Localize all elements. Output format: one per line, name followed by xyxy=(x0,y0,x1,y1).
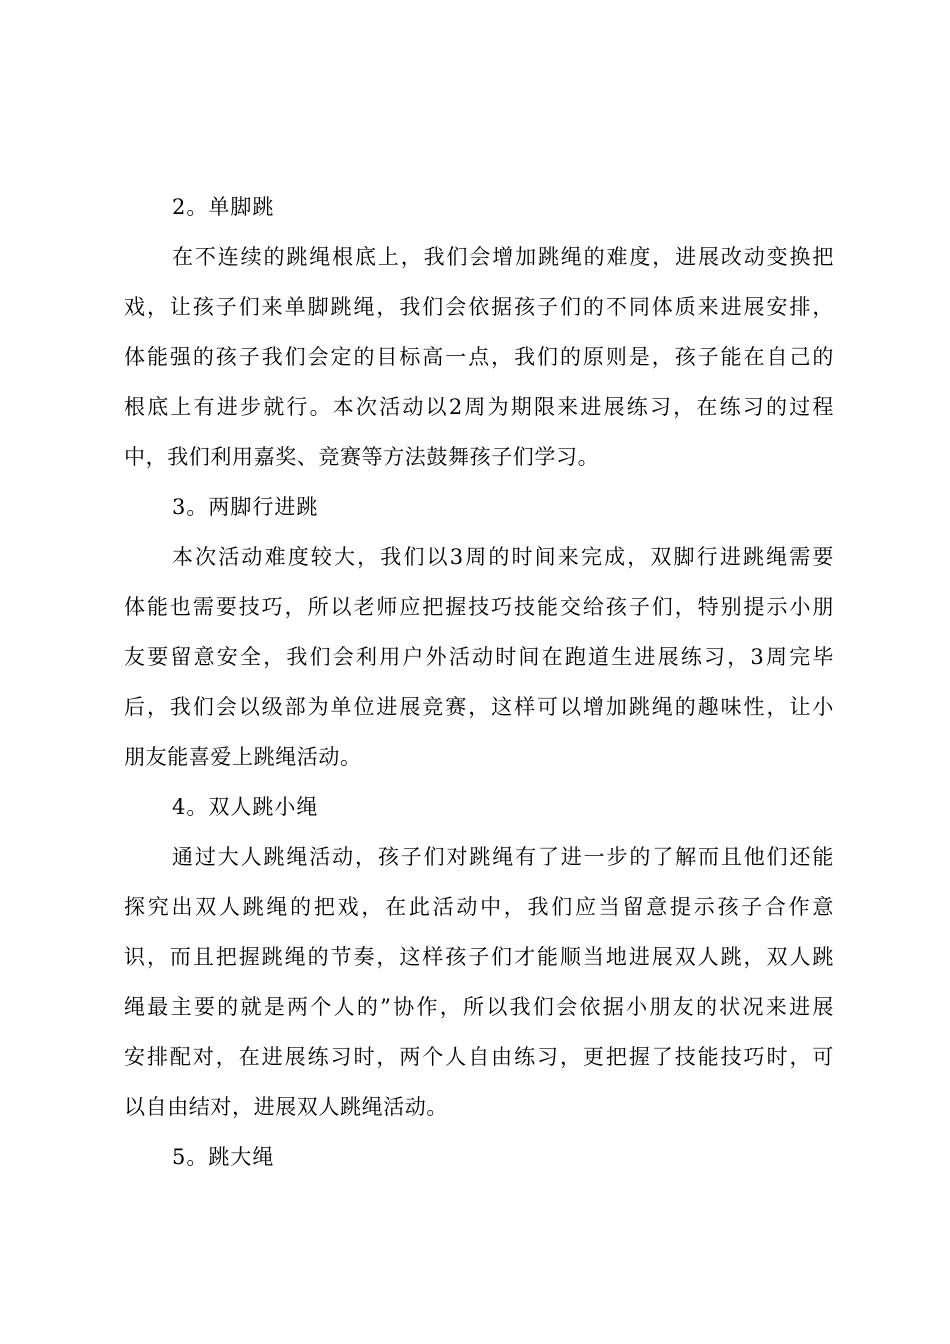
paragraph-line: 在不连续的跳绳根底上，我们会增加跳绳的难度，进展改动变换把 xyxy=(172,245,834,269)
paragraph-line: 友要留意安全，我们会利用户外活动时间在跑道生进展练习，3周完毕 xyxy=(124,645,834,669)
paragraph-line: 戏，让孩子们来单脚跳绳，我们会依据孩子们的不同体质来进展安排， xyxy=(124,295,834,319)
section-heading-two-feet-forward-jump: 3。两脚行进跳 xyxy=(172,495,319,519)
paragraph-line: 本次活动难度较大，我们以3周的时间来完成，双脚行进跳绳需要 xyxy=(172,545,834,569)
document-body xyxy=(124,182,834,1182)
paragraph-line: 后，我们会以级部为单位进展竞赛，这样可以增加跳绳的趣味性，让小 xyxy=(124,695,834,719)
paragraph-line: 安排配对，在进展练习时，两个人自由练习，更把握了技能技巧时，可 xyxy=(124,1045,834,1069)
paragraph-line: 朋友能喜爱上跳绳活动。 xyxy=(124,745,362,769)
section-heading-long-rope-jump: 5。跳大绳 xyxy=(172,1145,275,1169)
section-paragraph-double-jump-rope xyxy=(124,832,834,1132)
section-paragraph-single-leg-jump xyxy=(124,232,834,482)
paragraph-line: 体能强的孩子我们会定的目标高一点，我们的原则是，孩子能在自己的 xyxy=(124,345,834,369)
paragraph-line: 识，而且把握跳绳的节奏，这样孩子们才能顺当地进展双人跳，双人跳 xyxy=(124,945,834,969)
section-paragraph-two-feet-forward-jump xyxy=(124,532,834,782)
paragraph-line: 通过大人跳绳活动，孩子们对跳绳有了进一步的了解而且他们还能 xyxy=(172,845,834,869)
section-heading-single-leg-jump: 2。单脚跳 xyxy=(172,195,275,219)
paragraph-line: 中，我们利用嘉奖、竞赛等方法鼓舞孩子们学习。 xyxy=(124,445,600,469)
paragraph-line: 探究出双人跳绳的把戏，在此活动中，我们应当留意提示孩子合作意 xyxy=(124,895,834,919)
paragraph-line: 绳最主要的就是两个人的”协作，所以我们会依据小朋友的状况来进展 xyxy=(124,995,834,1019)
paragraph-line: 根底上有进步就行。本次活动以2周为期限来进展练习，在练习的过程 xyxy=(124,395,834,419)
paragraph-line: 体能也需要技巧，所以老师应把握技巧技能交给孩子们，特别提示小朋 xyxy=(124,595,834,619)
paragraph-line: 以自由结对，进展双人跳绳活动。 xyxy=(124,1095,448,1119)
section-heading-double-jump-rope: 4。双人跳小绳 xyxy=(172,795,319,819)
